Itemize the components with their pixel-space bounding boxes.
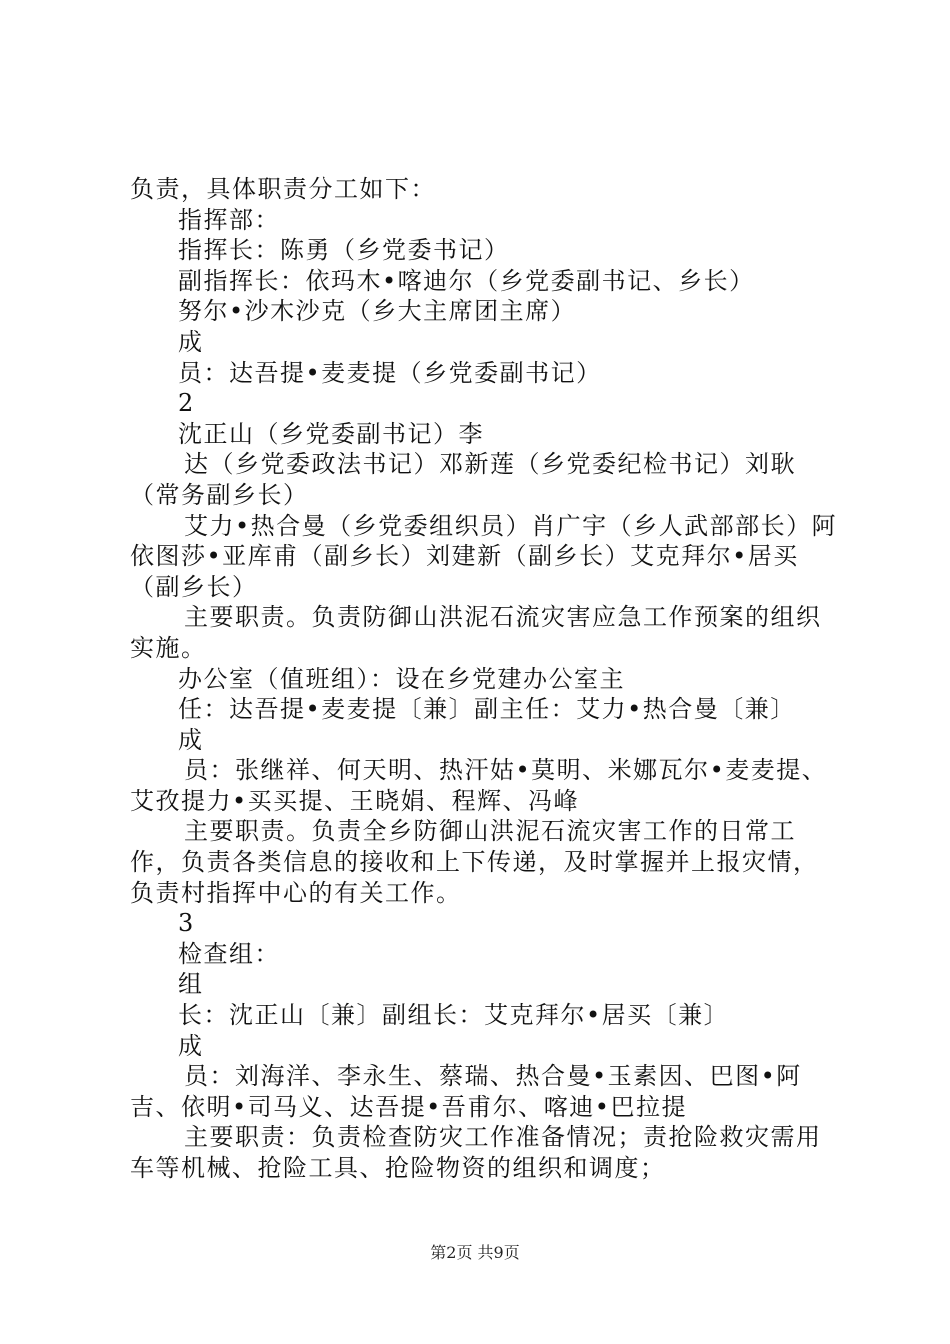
text-line: 指挥长：陈勇（乡党委书记） [178, 236, 510, 265]
page-footer: 第2页 共9页 [430, 1243, 520, 1262]
text-line: 任：达吾提•麦麦提〔兼〕副主任：艾力•热合曼〔兼〕 [178, 695, 796, 724]
text-line: 3 [178, 909, 195, 938]
text-line: 长：沈正山〔兼〕副组长：艾克拜尔•居买〔兼〕 [178, 1001, 730, 1030]
text-line: 沈正山（乡党委副书记）李 [178, 419, 484, 448]
text-line: 负责，具体职责分工如下： [130, 175, 436, 203]
text-paragraph: 主要职责。负责全乡防御山洪泥石流灾害工作的日常工作，负责各类信息的接收和上下传递，及时掌握并上报灾情，负责村指挥中心的有关工作。 [130, 817, 819, 907]
text-line: 努尔•沙木沙克（乡大主席团主席） [178, 297, 577, 326]
text-paragraph: 员：张继祥、何天明、热汗姑•莫明、米娜瓦尔•麦麦提、艾孜提力•买买提、王晓娟、程辉、冯峰 [130, 756, 828, 815]
text-paragraph: 艾力•热合曼（乡党委组织员）肖广宇（乡人武部部长）阿依图莎•亚库甫（副乡长）刘建新（副乡长）艾克拜尔•居买（副乡长） [130, 511, 838, 601]
text-line: 成 [178, 725, 204, 754]
text-line: 2 [178, 389, 195, 418]
text-paragraph: 主要职责：负责检查防灾工作准备情况；责抢险救灾需用车等机械、抢险工具、抢险物资的组织和调度； [130, 1123, 822, 1182]
text-paragraph: 主要职责。负责防御山洪泥石流灾害应急工作预案的组织实施。 [130, 603, 822, 662]
text-line: 员：达吾提•麦麦提（乡党委副书记） [178, 358, 602, 387]
text-paragraph: 员：刘海洋、李永生、蔡瑞、热合曼•玉素因、巴图•阿吉、依明•司马义、达吾提•吾甫尔、喀迪•巴拉提 [130, 1062, 802, 1121]
text-line: 成 [178, 1031, 204, 1060]
text-line: 成 [178, 327, 204, 356]
text-line: 副指挥长：依玛木•喀迪尔（乡党委副书记、乡长） [178, 266, 755, 295]
text-line: 指挥部： [178, 205, 280, 234]
text-line: 办公室（值班组）：设在乡党建办公室主 [178, 664, 625, 693]
text-line: 组 [178, 970, 204, 999]
document-body [130, 174, 840, 1184]
text-line: 检查组： [178, 939, 280, 968]
text-paragraph: 达（乡党委政法书记）邓新莲（乡党委纪检书记）刘耿（常务副乡长） [130, 450, 796, 509]
